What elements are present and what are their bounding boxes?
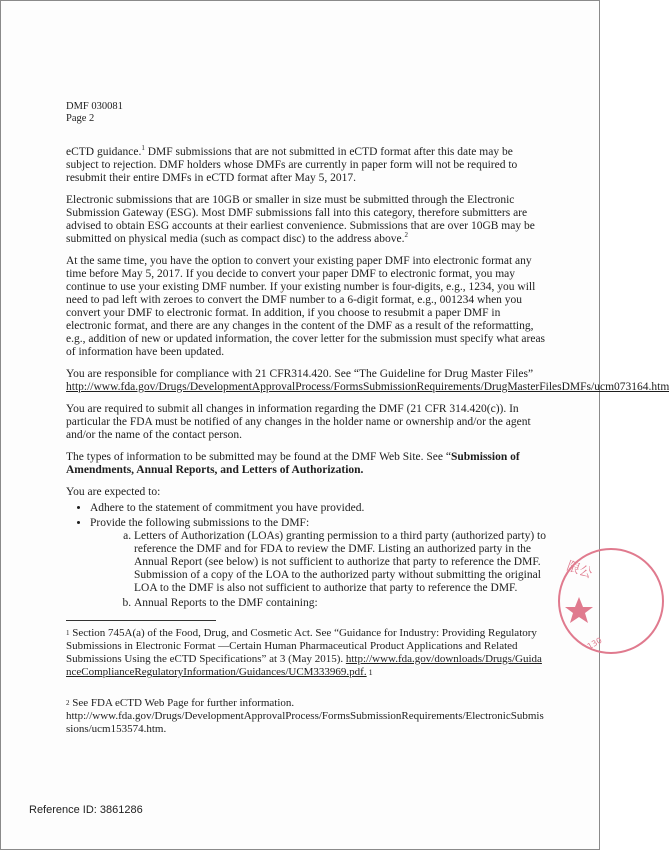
expectations-list: [66, 502, 546, 610]
list-item: [90, 517, 546, 610]
paragraph-text: Electronic submissions that are 10GB or smaller in size must be submitted through the Electronic Submission Gateway (ESG). Most DMF submissions fall into this category, therefore submitters are advised to obtain ESG accounts at their earliest convenience. Submissions that are over 10GB may be submitted on physical media (such as compact disc) to the address above.: [66, 194, 535, 245]
sublist-item: b. Annual Reports to the DMF containing:: [134, 597, 546, 610]
footnote-divider: [66, 620, 216, 621]
sublist-item: a. Letters of Authorization (LOAs) granting permission to a third party (authorized party) to reference the DMF and for FDA to review the DMF. Listing an authorized party in the Annual Report (see below) is not sufficient to authorize that party to reference the DMF. Submission of a copy of the LOA to the authorized party without submitting the original LOA to the DMF is also not sufficient to authorize that party to reference the DMF.: [134, 530, 546, 595]
footnote-text: See FDA eCTD Web Page for further information.: [69, 697, 295, 709]
footnote-ref: 1: [141, 144, 145, 153]
paragraph-text: DMF submissions that are not submitted in eCTD format after this date may be subject to rejection. DMF holders whose DMFs are currently in paper form will not be required to resubmit their entire DMFs in eCTD format after May 5, 2017.: [66, 146, 518, 184]
guideline-link[interactable]: http://www.fda.gov/Drugs/DevelopmentApprovalProcess/FormsSubmissionRequirements/DrugMasterFilesDMFs/ucm073164.htm: [66, 381, 669, 393]
list-item: • Adhere to the statement of commitment you have provided.: [90, 502, 546, 515]
guidance-pdf-link[interactable]: http://www.fda.gov/downloads/Drugs/GuidanceComplianceRegulatoryInformation/Guidances/UCM333969.pdf.: [66, 653, 542, 678]
ectd-web-page-url: http://www.fda.gov/Drugs/DevelopmentApprovalProcess/FormsSubmissionRequirements/ElectronicSubmissions/ucm153574.htm.: [66, 710, 544, 735]
expectations-intro: You are expected to:: [66, 486, 161, 498]
paragraph-esg: [66, 194, 546, 246]
bold-title: Submission of Amendments, Annual Reports, and Letters of Authorization.: [66, 451, 520, 476]
footnote-number: 2: [66, 699, 70, 707]
page-header: [66, 101, 123, 125]
paragraph-convert: At the same time, you have the option to convert your existing paper DMF into electronic format any time before May 5, 2017. If you decide to convert your paper DMF to electronic format, you may continue to use your existing DMF number. If your existing number is four-digits, e.g., 1234, you will need to pad left with zeroes to convert the DMF number to a 6-digit format, e.g., 001234 when you convert your DMF to electronic format. In addition, if you choose to resubmit a paper DMF in electronic format, and there are any changes in the content of the DMF as a result of the reformatting, e.g., addition of new or updated information, the cover letter for the submission must specify what areas of information have been updated.: [66, 255, 546, 358]
paragraph-text: eCTD guidance.: [66, 146, 142, 158]
paragraph-compliance: [66, 368, 669, 394]
paragraph-text: You are responsible for compliance with 21 CFR314.420. See “The Guideline for Drug Master Files”: [66, 368, 534, 380]
paragraph-ectd: [66, 146, 546, 185]
footnote-2: [66, 697, 546, 736]
paragraph-text: The types of information to be submitted may be found at the DMF Web Site. See “: [66, 451, 451, 463]
paragraph-changes: You are required to submit all changes in information regarding the DMF (21 CFR 314.420(c)). In particular the FDA must be notified of any changes in the holder name or ownership and/or the agent and/or the name of the contact person.: [66, 403, 531, 441]
submissions-sublist: [90, 530, 546, 610]
reference-id: Reference ID: 3861286: [29, 804, 143, 816]
footnote-ref: 2: [404, 231, 409, 240]
footnote-number: 1: [66, 629, 70, 637]
expectations-section: [66, 486, 546, 610]
footnote-1: [66, 627, 546, 679]
footnote-text: Section 745A(a) of the Food, Drug, and Cosmetic Act. See “Guidance for Industry: Providing Regulatory Submissions in Electronic Format —Certain Human Pharmaceutical Product Applications and Related Submissions Using the eCTD Specifications” at 3 (May 2015).: [66, 627, 537, 665]
company-seal-stamp: [549, 541, 609, 661]
footnote-trail: 1: [366, 668, 373, 677]
seal-glyphs: 限公: [564, 558, 595, 582]
dmf-number: DMF 030081: [66, 101, 123, 112]
seal-number: 130: [585, 635, 604, 652]
list-item-text: Provide the following submissions to the DMF:: [90, 517, 310, 529]
page-number: Page 2: [66, 113, 95, 124]
paragraph-types: [66, 451, 546, 477]
